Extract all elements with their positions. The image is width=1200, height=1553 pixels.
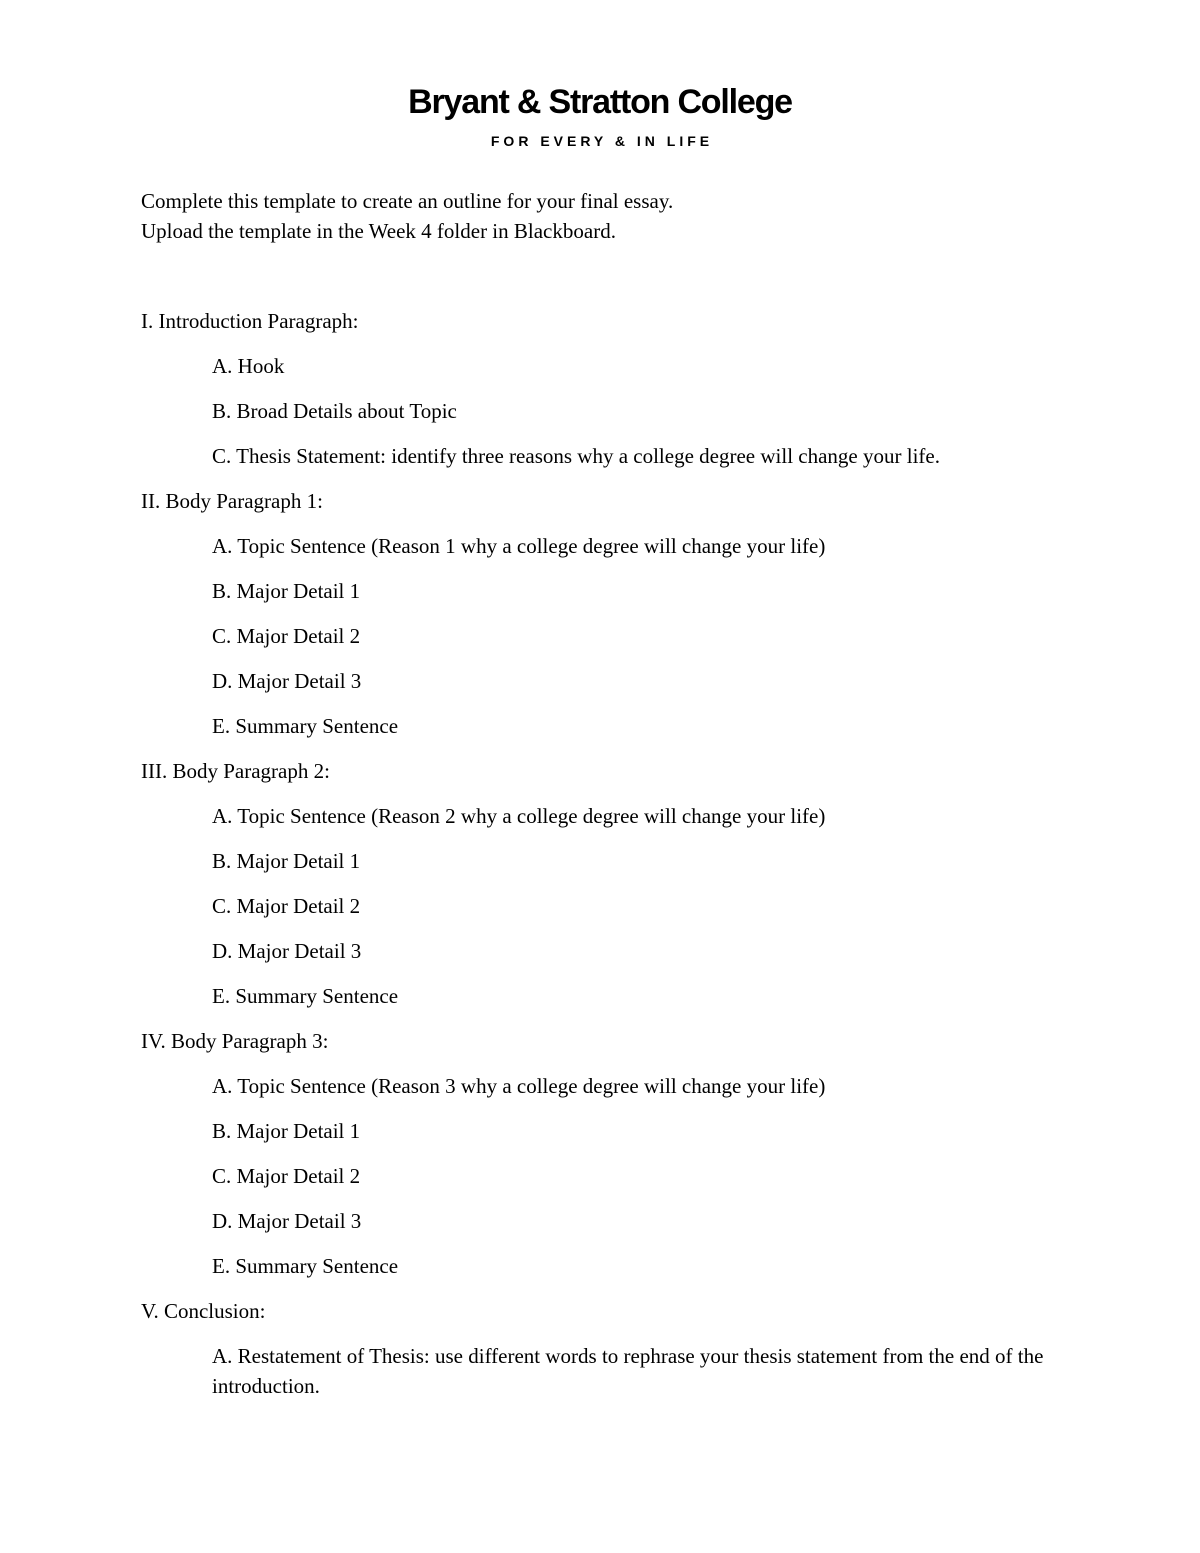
- outline-item: A. Topic Sentence (Reason 2 why a college degree will change your life): [212, 804, 826, 828]
- college-name: Bryant & Stratton College: [408, 83, 792, 121]
- section-heading-body-3: IV. Body Paragraph 3:: [141, 1029, 329, 1053]
- instruction-line: Complete this template to create an outline for your final essay.: [141, 189, 674, 213]
- outline-item: C. Major Detail 2: [212, 894, 361, 918]
- outline-item: B. Major Detail 1: [212, 579, 361, 603]
- section-heading-introduction: I. Introduction Paragraph:: [141, 309, 359, 333]
- outline-item: D. Major Detail 3: [212, 1209, 362, 1233]
- outline-item: E. Summary Sentence: [212, 984, 399, 1008]
- college-tagline: FOR EVERY & IN LIFE: [490, 133, 714, 149]
- instructions: [141, 186, 673, 246]
- section-heading-conclusion: V. Conclusion:: [141, 1299, 266, 1323]
- section-heading-body-2: III. Body Paragraph 2:: [141, 759, 330, 783]
- outline-item: E. Summary Sentence: [212, 1254, 399, 1278]
- outline-item: E. Summary Sentence: [212, 714, 399, 738]
- outline-item: A. Topic Sentence (Reason 1 why a college degree will change your life): [212, 534, 826, 558]
- section-heading-body-1: II. Body Paragraph 1:: [141, 489, 323, 513]
- outline-item: C. Major Detail 2: [212, 1164, 361, 1188]
- outline-item: D. Major Detail 3: [212, 669, 362, 693]
- outline-item: B. Major Detail 1: [212, 849, 361, 873]
- essay-outline: [141, 306, 1061, 1401]
- outline-item: D. Major Detail 3: [212, 939, 362, 963]
- outline-item: A. Topic Sentence (Reason 3 why a college degree will change your life): [212, 1074, 826, 1098]
- outline-item: B. Major Detail 1: [212, 1119, 361, 1143]
- instruction-line: Upload the template in the Week 4 folder in Blackboard.: [141, 219, 616, 243]
- outline-item: C. Thesis Statement: identify three reasons why a college degree will change your life.: [212, 444, 940, 468]
- outline-item: A. Hook: [212, 354, 285, 378]
- outline-item: C. Major Detail 2: [212, 624, 361, 648]
- outline-item: A. Restatement of Thesis: use different words to rephrase your thesis statement from the end of the introduction.: [212, 1344, 1044, 1398]
- outline-item: B. Broad Details about Topic: [212, 399, 457, 423]
- college-logo: [0, 80, 1200, 150]
